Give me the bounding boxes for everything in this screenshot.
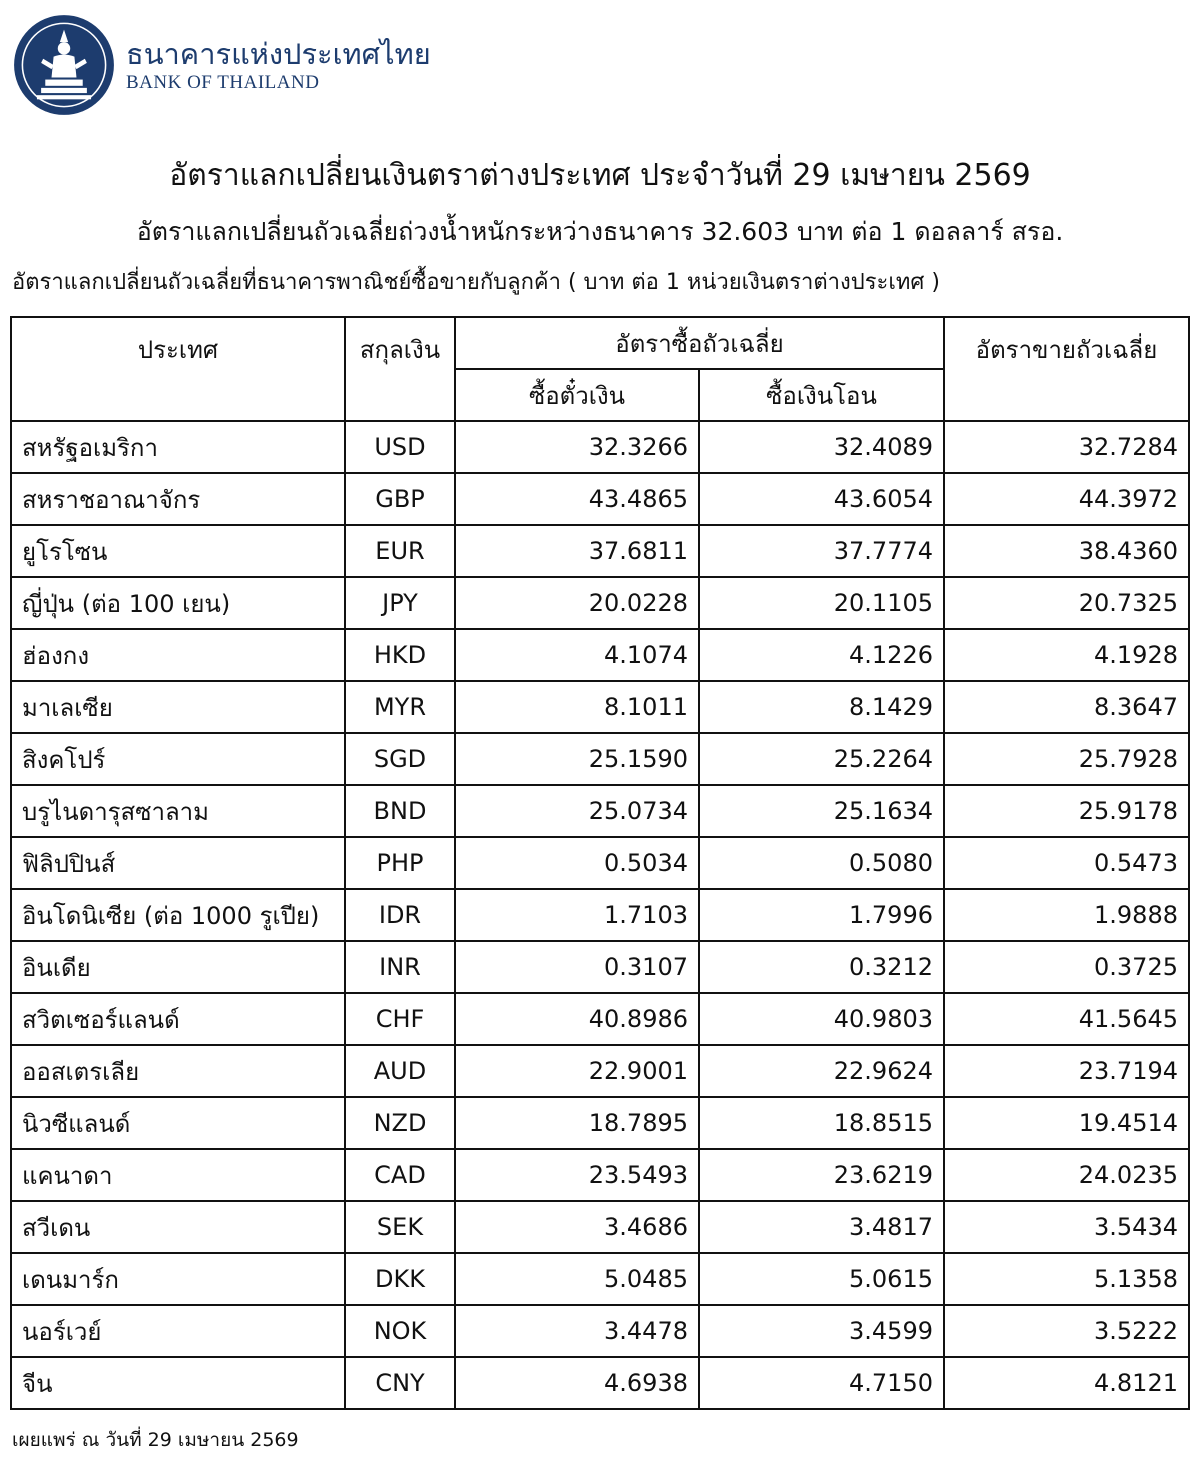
table-row (11, 785, 1189, 837)
buy-transfer-rate-cell: 43.6054 (699, 473, 944, 525)
sell-rate-cell: 25.9178 (944, 785, 1189, 837)
country-cell: นอร์เวย์ (11, 1305, 345, 1357)
buy-notes-rate-cell: 20.0228 (455, 577, 699, 629)
country-cell: ฮ่องกง (11, 629, 345, 681)
buy-notes-rate-cell: 25.0734 (455, 785, 699, 837)
buy-notes-rate-cell: 32.3266 (455, 421, 699, 473)
sell-rate-cell: 32.7284 (944, 421, 1189, 473)
sell-rate-cell: 19.4514 (944, 1097, 1189, 1149)
buy-notes-rate-cell: 1.7103 (455, 889, 699, 941)
country-cell: สหรัฐอเมริกา (11, 421, 345, 473)
currency-code-cell: GBP (345, 473, 455, 525)
sell-rate-cell: 1.9888 (944, 889, 1189, 941)
table-row (11, 525, 1189, 577)
currency-code-cell: MYR (345, 681, 455, 733)
header-avg-sell: อัตราขายถัวเฉลี่ย (944, 317, 1189, 421)
buy-transfer-rate-cell: 20.1105 (699, 577, 944, 629)
table-row (11, 1097, 1189, 1149)
currency-code-cell: SEK (345, 1201, 455, 1253)
bank-of-thailand-emblem-icon (12, 13, 116, 117)
table-row (11, 837, 1189, 889)
header-currency: สกุลเงิน (345, 317, 455, 421)
page-subtitle: อัตราแลกเปลี่ยนถัวเฉลี่ยถ่วงน้ำหนักระหว่างธนาคาร 32.603 บาท ต่อ 1 ดอลลาร์ สรอ. (136, 217, 1064, 246)
table-row (11, 629, 1189, 681)
buy-transfer-rate-cell: 1.7996 (699, 889, 944, 941)
currency-code-cell: HKD (345, 629, 455, 681)
country-cell: มาเลเซีย (11, 681, 345, 733)
table-row (11, 941, 1189, 993)
buy-notes-rate-cell: 23.5493 (455, 1149, 699, 1201)
buy-notes-rate-cell: 0.3107 (455, 941, 699, 993)
buy-transfer-rate-cell: 25.1634 (699, 785, 944, 837)
buy-notes-rate-cell: 25.1590 (455, 733, 699, 785)
currency-code-cell: AUD (345, 1045, 455, 1097)
sell-rate-cell: 0.5473 (944, 837, 1189, 889)
country-cell: อินโดนิเซีย (ต่อ 1000 รูเปีย) (11, 889, 345, 941)
buy-notes-rate-cell: 37.6811 (455, 525, 699, 577)
table-row (11, 421, 1189, 473)
table-body (11, 421, 1189, 1409)
table-row (11, 733, 1189, 785)
table-row (11, 577, 1189, 629)
header-avg-buy: อัตราซื้อถัวเฉลี่ย (455, 317, 944, 369)
country-cell: แคนาดา (11, 1149, 345, 1201)
table-row (11, 1305, 1189, 1357)
sell-rate-cell: 41.5645 (944, 993, 1189, 1045)
header-buy-notes: ซื้อตั๋วเงิน (455, 369, 699, 421)
buy-notes-rate-cell: 0.5034 (455, 837, 699, 889)
page-title: อัตราแลกเปลี่ยนเงินตราต่างประเทศ ประจำวันที่ 29 เมษายน 2569 (169, 158, 1031, 193)
table-row (11, 1149, 1189, 1201)
sell-rate-cell: 8.3647 (944, 681, 1189, 733)
country-cell: ยูโรโซน (11, 525, 345, 577)
buy-transfer-rate-cell: 40.9803 (699, 993, 944, 1045)
currency-code-cell: SGD (345, 733, 455, 785)
buy-transfer-rate-cell: 25.2264 (699, 733, 944, 785)
buy-transfer-rate-cell: 0.3212 (699, 941, 944, 993)
buy-transfer-rate-cell: 3.4817 (699, 1201, 944, 1253)
buy-transfer-rate-cell: 22.9624 (699, 1045, 944, 1097)
table-row (11, 681, 1189, 733)
currency-code-cell: EUR (345, 525, 455, 577)
currency-code-cell: CAD (345, 1149, 455, 1201)
currency-code-cell: INR (345, 941, 455, 993)
table-caption: อัตราแลกเปลี่ยนถัวเฉลี่ยที่ธนาคารพาณิชย์ซื้อขายกับลูกค้า ( บาท ต่อ 1 หน่วยเงินตราต่างประเทศ ) (12, 270, 940, 295)
buy-transfer-rate-cell: 0.5080 (699, 837, 944, 889)
sell-rate-cell: 23.7194 (944, 1045, 1189, 1097)
table-row (11, 1253, 1189, 1305)
buy-notes-rate-cell: 18.7895 (455, 1097, 699, 1149)
currency-code-cell: NZD (345, 1097, 455, 1149)
sell-rate-cell: 3.5222 (944, 1305, 1189, 1357)
table-row (11, 473, 1189, 525)
buy-transfer-rate-cell: 3.4599 (699, 1305, 944, 1357)
currency-code-cell: JPY (345, 577, 455, 629)
country-cell: สวีเดน (11, 1201, 345, 1253)
currency-code-cell: USD (345, 421, 455, 473)
sell-rate-cell: 20.7325 (944, 577, 1189, 629)
buy-notes-rate-cell: 5.0485 (455, 1253, 699, 1305)
country-cell: ออสเตรเลีย (11, 1045, 345, 1097)
sell-rate-cell: 44.3972 (944, 473, 1189, 525)
buy-transfer-rate-cell: 4.1226 (699, 629, 944, 681)
buy-transfer-rate-cell: 37.7774 (699, 525, 944, 577)
table-row (11, 1045, 1189, 1097)
currency-code-cell: CNY (345, 1357, 455, 1409)
country-cell: ฟิลิปปินส์ (11, 837, 345, 889)
country-cell: สวิตเซอร์แลนด์ (11, 993, 345, 1045)
country-cell: เดนมาร์ก (11, 1253, 345, 1305)
currency-code-cell: NOK (345, 1305, 455, 1357)
sell-rate-cell: 38.4360 (944, 525, 1189, 577)
country-cell: จีน (11, 1357, 345, 1409)
bank-names (126, 36, 431, 94)
buy-transfer-rate-cell: 32.4089 (699, 421, 944, 473)
buy-notes-rate-cell: 22.9001 (455, 1045, 699, 1097)
buy-transfer-rate-cell: 23.6219 (699, 1149, 944, 1201)
header-buy-transfer: ซื้อเงินโอน (699, 369, 944, 421)
currency-code-cell: IDR (345, 889, 455, 941)
sell-rate-cell: 4.8121 (944, 1357, 1189, 1409)
country-cell: นิวซีแลนด์ (11, 1097, 345, 1149)
buy-notes-rate-cell: 3.4478 (455, 1305, 699, 1357)
buy-notes-rate-cell: 4.6938 (455, 1357, 699, 1409)
currency-code-cell: DKK (345, 1253, 455, 1305)
header (12, 10, 431, 120)
buy-notes-rate-cell: 3.4686 (455, 1201, 699, 1253)
currency-code-cell: PHP (345, 837, 455, 889)
sell-rate-cell: 5.1358 (944, 1253, 1189, 1305)
country-cell: สิงคโปร์ (11, 733, 345, 785)
table-row (11, 889, 1189, 941)
bank-name-thai: ธนาคารแห่งประเทศไทย (126, 37, 431, 71)
buy-notes-rate-cell: 8.1011 (455, 681, 699, 733)
sell-rate-cell: 4.1928 (944, 629, 1189, 681)
currency-code-cell: BND (345, 785, 455, 837)
buy-transfer-rate-cell: 8.1429 (699, 681, 944, 733)
country-cell: อินเดีย (11, 941, 345, 993)
country-cell: บรูไนดารุสซาลาม (11, 785, 345, 837)
table-row (11, 1201, 1189, 1253)
sell-rate-cell: 3.5434 (944, 1201, 1189, 1253)
buy-notes-rate-cell: 40.8986 (455, 993, 699, 1045)
buy-transfer-rate-cell: 18.8515 (699, 1097, 944, 1149)
exchange-rate-table (10, 316, 1190, 1410)
country-cell: ญี่ปุ่น (ต่อ 100 เยน) (11, 577, 345, 629)
buy-notes-rate-cell: 43.4865 (455, 473, 699, 525)
sell-rate-cell: 24.0235 (944, 1149, 1189, 1201)
publish-date-footer: เผยแพร่ ณ วันที่ 29 เมษายน 2569 (12, 1429, 299, 1451)
table-row (11, 993, 1189, 1045)
sell-rate-cell: 0.3725 (944, 941, 1189, 993)
bank-name-english: BANK OF THAILAND (126, 72, 320, 93)
buy-transfer-rate-cell: 4.7150 (699, 1357, 944, 1409)
table-row (11, 1357, 1189, 1409)
header-country: ประเทศ (11, 317, 345, 421)
buy-notes-rate-cell: 4.1074 (455, 629, 699, 681)
buy-transfer-rate-cell: 5.0615 (699, 1253, 944, 1305)
sell-rate-cell: 25.7928 (944, 733, 1189, 785)
currency-code-cell: CHF (345, 993, 455, 1045)
country-cell: สหราชอาณาจักร (11, 473, 345, 525)
